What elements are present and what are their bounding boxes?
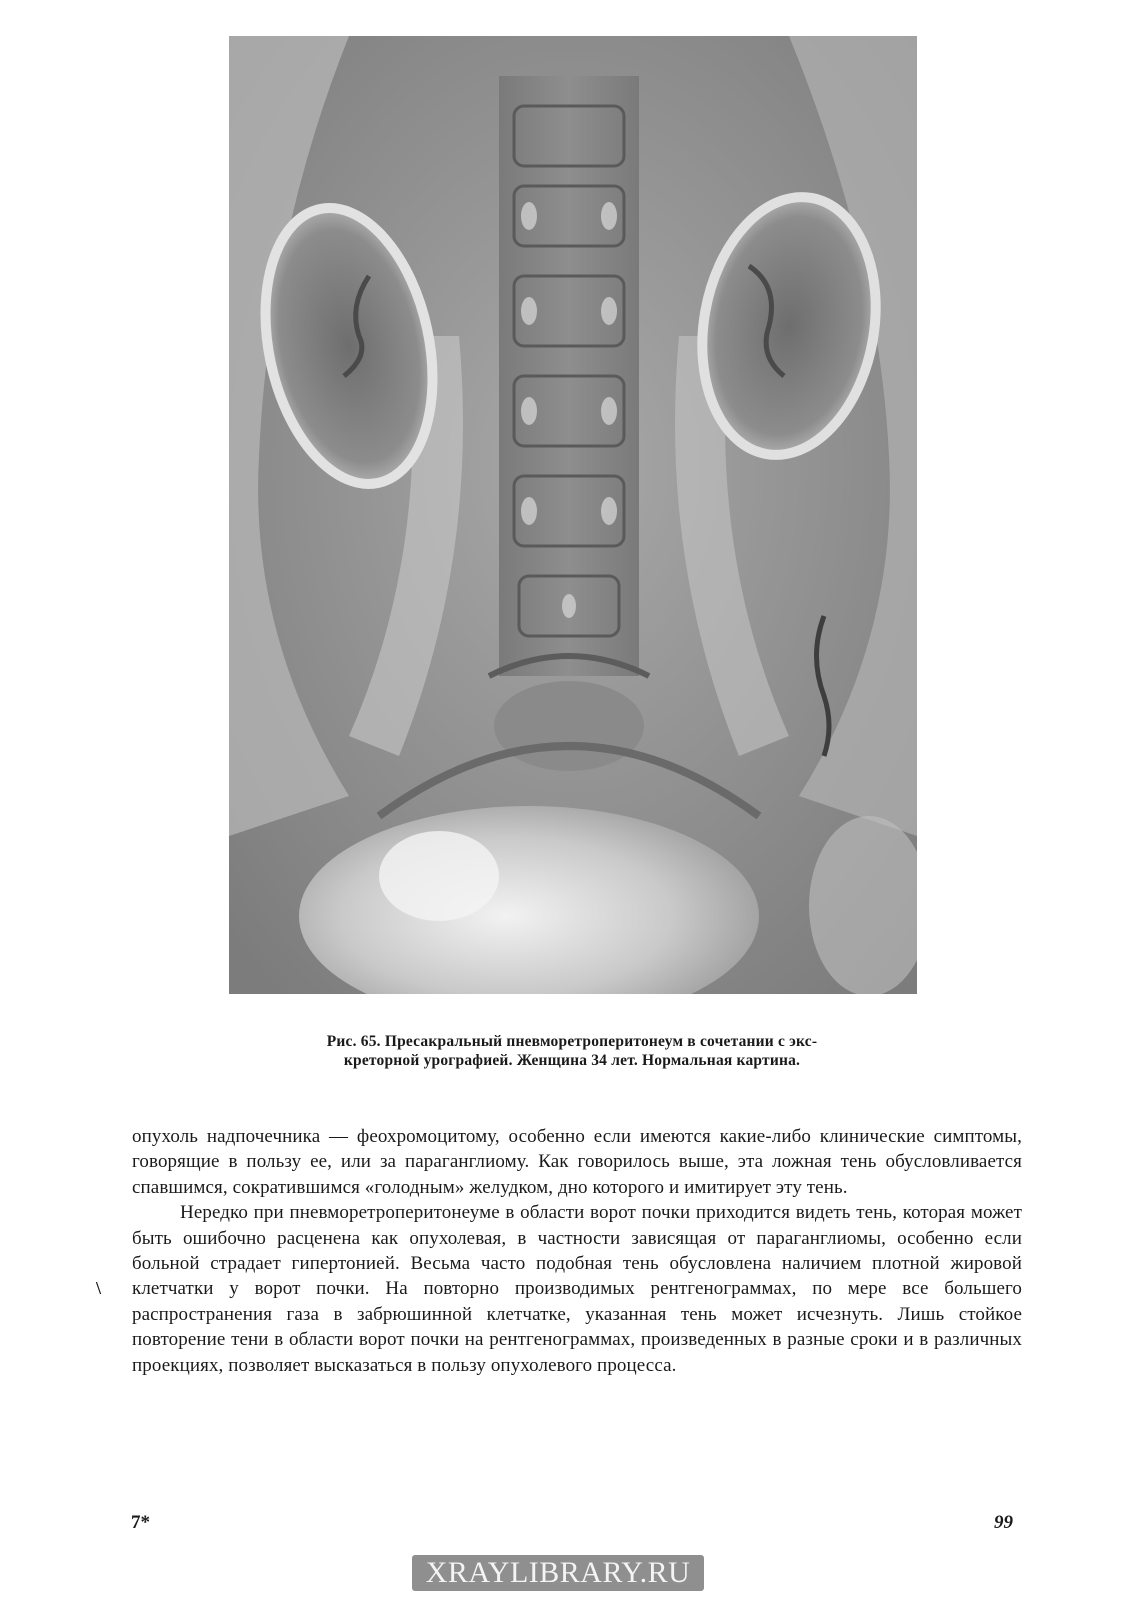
- caption-line-1: Рис. 65. Пресакральный пневморетроперитонеум в сочетании с экс-: [326, 1033, 818, 1050]
- margin-mark: \: [96, 1278, 102, 1298]
- body-text: [132, 1124, 1022, 1378]
- paragraph-2: Нередко при пневморетроперитонеуме в области ворот почки приходится видеть тень, которая может быть ошибочно расценена как опухолевая, в частности зависящая от параганглиомы, особенно если больной страдает гипертонией. Весьма часто подобная тень обусловлена наличием плотной жировой клетчатки у ворот почки. На повторно производимых рентгенограммах, по мере все большего распространения газа в забрюшинной клетчатке, указанная тень может исчезнуть. Лишь стойкое повторение тени в области ворот почки на рентгенограммах, произведенных в разные сроки и в различных проекциях, позволяет высказаться в пользу опухолевого процесса.: [132, 1202, 1022, 1376]
- xray-figure: [229, 36, 917, 994]
- xray-image: [229, 36, 917, 994]
- figure-caption: [150, 1032, 994, 1070]
- signature-mark: 7*: [131, 1512, 150, 1533]
- watermark-banner[interactable]: XRAYLIBRARY.RU: [412, 1555, 704, 1591]
- page-number: 99: [994, 1512, 1013, 1533]
- paragraph-1: опухоль надпочечника — феохромоцитому, особенно если имеются какие-либо клинические симптомы, говорящие в пользу ее, или за параганглиому. Как говорилось выше, эта ложная тень обусловливается спавшимся, сократившимся «голодным» желудком, дно которого и имитирует эту тень.: [132, 1126, 1022, 1198]
- caption-line-2: креторной урографией. Женщина 34 лет. Нормальная картина.: [343, 1052, 801, 1069]
